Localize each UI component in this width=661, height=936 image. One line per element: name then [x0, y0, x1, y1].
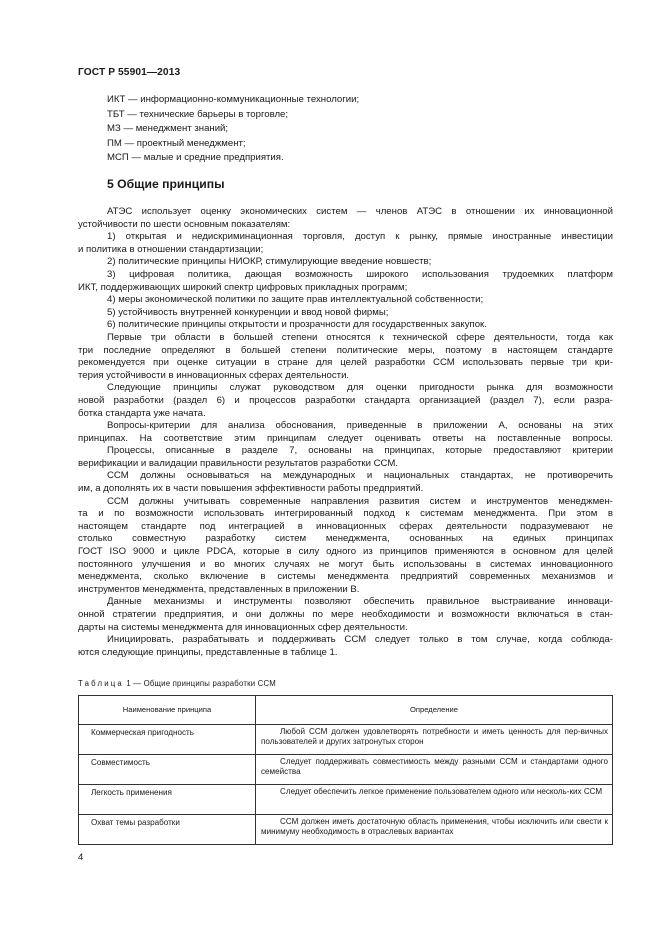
table-row — [79, 785, 613, 815]
body-line: принципах. На соответствие этим принципам следует оценивать ответы на поставленные вопросы. — [78, 432, 613, 444]
body-line: настоящем стандарте под интеграцией в инновационных сферах деятельности подразумевают не — [78, 520, 613, 532]
body-line: та и по возможности использовать интегрированный подход к системам менеджмента. При этом в — [78, 508, 613, 520]
table-caption — [78, 679, 276, 688]
principle-definition-text: Следует поддерживать совместимость между разными ССМ и стандартами одного семейства — [261, 757, 608, 777]
body-line: терия устойчивости в инновационных сферах деятельности. — [78, 369, 350, 381]
table-row — [79, 755, 613, 785]
body-line: рекомендуется при оценке ситуации в стране для целей разработки ССМ использовать первые три кри- — [78, 357, 613, 369]
document-header: ГОСТ Р 55901—2013 — [78, 67, 181, 78]
principles-table — [78, 695, 613, 845]
body-line: Следующие принципы служат руководством для оценки пригодности рынка для возможности — [107, 382, 613, 394]
principle-name: Коммерческая пригодность — [79, 725, 256, 755]
table-row — [79, 725, 613, 755]
principle-definition-text: Следует обеспечить легкое применение пользователем одного или несколь-ких ССМ — [280, 787, 603, 796]
body-line: три последние определяют в большей степени политические меры, поэтому в настоящем стандарте — [78, 344, 613, 356]
body-line: ССМ должны учитывать современные направления развития систем и инструментов менеджмен- — [107, 495, 613, 507]
body-line: Процессы, описанные в разделе 7, основаны на принципах, которые предоставляют критерии — [107, 445, 613, 457]
body-line: ГОСТ ISO 9000 и цикле PDCA, которые в силу одного из принципов применяются в основном для целей — [78, 546, 613, 558]
body-line: АТЭС использует оценку экономических систем — членов АТЭС в отношении их инновационной — [107, 206, 613, 217]
body-line: 3) цифровая политика, дающая возможность широкого использования трудоемких платформ — [107, 268, 613, 280]
page-number: 4 — [78, 852, 84, 863]
abbreviations-list — [107, 93, 359, 166]
principle-name: Легкость применения — [79, 785, 256, 815]
body-line: Инициировать, разрабатывать и поддерживать ССМ следует только в том случае, когда соблюда- — [107, 634, 613, 646]
table-header-row — [79, 696, 613, 725]
body-line: менеджмента, сколько включение в системы менеджмента предприятий современных механизмов и — [78, 571, 613, 583]
table-caption-word: Таблица — [78, 679, 124, 688]
body-line: ССМ должны основываться на международных и национальных стандартах, не противоречить — [107, 470, 613, 482]
body-line: ИКТ, поддерживающих широкий спектр цифровых прикладных программ; — [78, 281, 408, 293]
section-body — [78, 206, 613, 659]
body-line: инструментов менеджмента, представленных в приложении В. — [78, 583, 360, 595]
body-line: Вопросы-критерии для анализа обоснования, приведенные в приложении А, основаны на этих — [107, 420, 613, 432]
principle-name: Совместимость — [79, 755, 256, 785]
body-line: Данные механизмы и инструменты позволяют обеспечить правильное выстраивание инноваци- — [107, 596, 613, 608]
body-line: постоянного улучшения и во многих случаях не могут быть использованы в системах инновационного — [78, 558, 613, 570]
body-line: Первые три области в большей степени относятся к технической сфере деятельности, тогда как — [107, 331, 613, 343]
abbreviation-item: ИКТ — информационно-коммуникационные технологии; — [107, 94, 360, 105]
body-line: верификации и валидации правильности результатов разработки ССМ. — [78, 457, 399, 469]
body-line: 5) устойчивость внутренней конкуренции и ввод новой фирмы; — [107, 306, 389, 318]
column-header-name: Наименование принципа — [79, 696, 256, 725]
principle-name: Охват темы разработки — [79, 815, 256, 845]
principle-definition-text: ССМ должен иметь достаточную область применения, чтобы исключить или свести к минимуму необходимость в отраслевых вариантах — [261, 817, 608, 837]
abbreviation-item: ТБТ — технические барьеры в торговле; — [107, 108, 289, 120]
principle-definition — [256, 755, 613, 785]
abbreviation-item: МСП — малые и средние предприятия. — [107, 152, 284, 164]
body-line: 2) политические принципы НИОКР, стимулирующие введение новшеств; — [107, 256, 432, 268]
table-row — [79, 815, 613, 845]
body-line: онной стратегии предприятия, и они должны по мере необходимости и возможности включаться в стан- — [78, 609, 613, 620]
body-line: устойчивости по шести основным показателям: — [78, 218, 291, 230]
body-line: 4) меры экономической политики по защите прав интеллектуальной собственности; — [107, 294, 484, 306]
body-line: 1) открытая и недискриминационная торговля, доступ к рынку, прямые иностранные инвестиции — [107, 231, 613, 243]
principle-definition-text: Любой ССМ должен удовлетворять потребности и иметь ценность для пер-вичных пользователей и других затронутых сторон — [261, 727, 608, 747]
body-line: ботка стандарта уже начата. — [78, 407, 206, 419]
body-line: им, а дополнять их в части повышения эффективности работы предприятий. — [78, 483, 424, 495]
abbreviation-item: МЗ — менеджмент знаний; — [107, 123, 229, 135]
body-line: 6) политические принципы открытости и прозрачности для государственных закупок. — [107, 319, 487, 331]
body-line: дарты на системы менеджмента для инновационных сфер деятельности. — [78, 621, 408, 633]
abbreviation-item: ПМ — проектный менеджмент; — [107, 137, 246, 149]
body-line: новой разработки (раздел 6) и процессов разработки стандарта организацией (раздел 7), если разра- — [78, 394, 613, 406]
body-line: столько совместную разработку систем менеджмента, основанных на единых принципах — [78, 533, 613, 545]
body-line: и политика в отношении стандартизации; — [78, 243, 264, 255]
table-caption-text: 1 — Общие принципы разработки ССМ — [126, 679, 276, 688]
section-title: 5 Общие принципы — [107, 177, 225, 191]
principle-definition — [256, 815, 613, 845]
principle-definition — [256, 785, 613, 815]
principle-definition — [256, 725, 613, 755]
body-line: ются следующие принципы, представленные в таблице 1. — [78, 646, 338, 658]
column-header-definition: Определение — [256, 696, 613, 725]
